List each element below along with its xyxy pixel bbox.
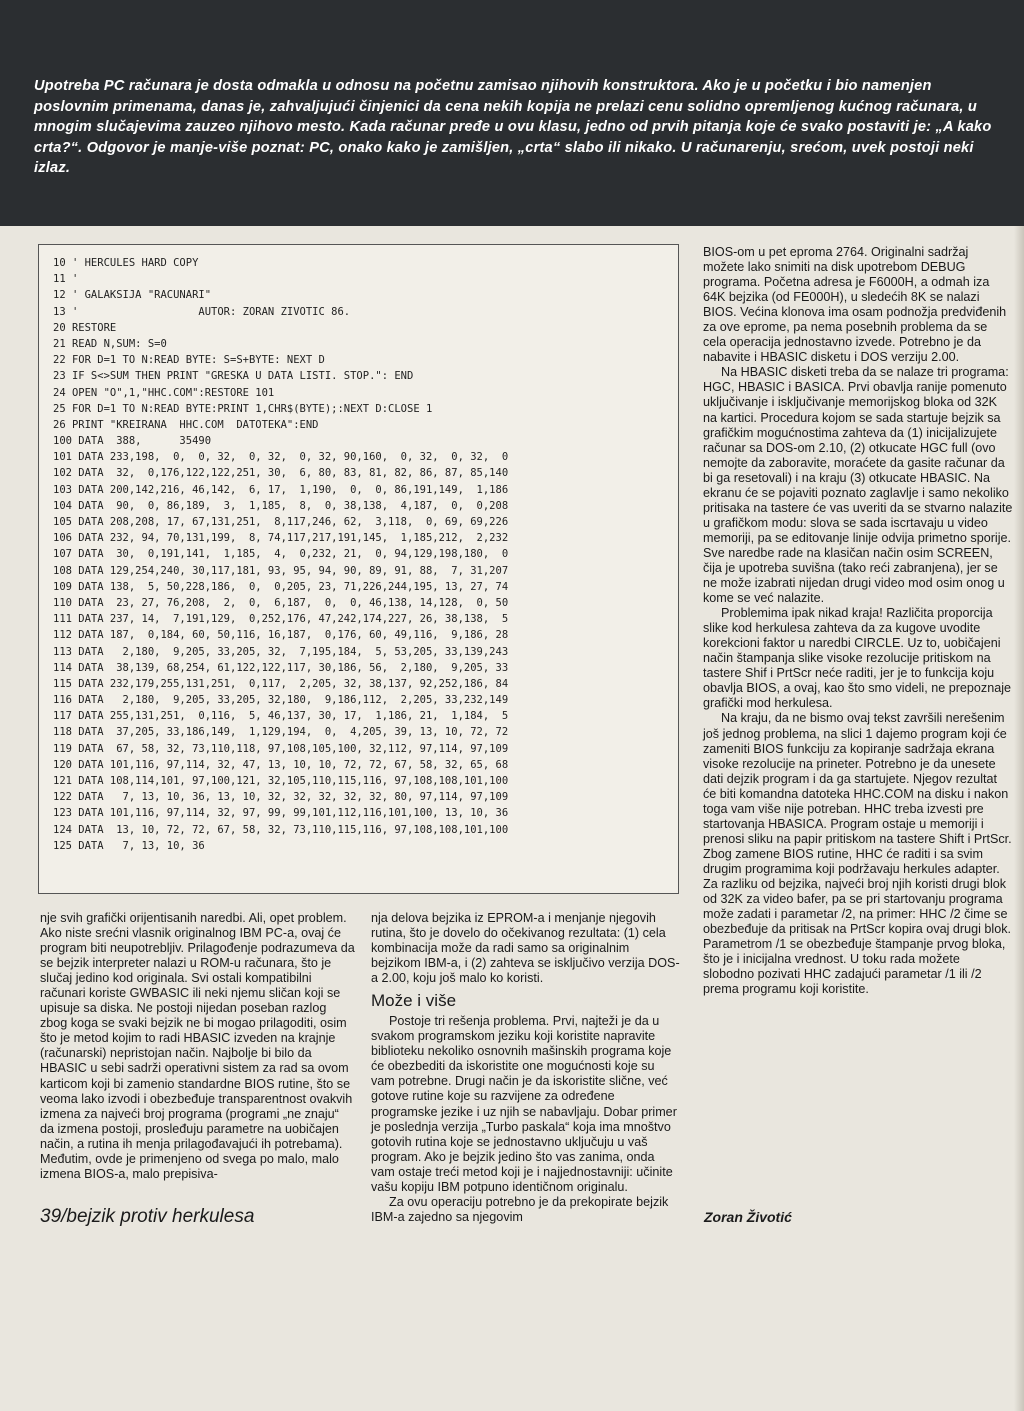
code-line: 11 ' [53,273,79,286]
code-line: 118 DATA 37,205, 33,186,149, 1,129,194, 0, 4,205, 39, 13, 10, 72, 72 [53,726,509,739]
code-line: 125 DATA 7, 13, 10, 36 [53,839,205,852]
code-line: 117 DATA 255,131,251, 0,116, 5, 46,137, 30, 17, 1,186, 21, 1,184, 5 [53,710,509,723]
code-line: 103 DATA 200,142,216, 46,142, 6, 17, 1,190, 0, 0, 86,191,149, 1,186 [53,483,509,496]
code-line: 110 DATA 23, 27, 76,208, 2, 0, 6,187, 0, 0, 46,138, 14,128, 0, 50 [53,596,509,609]
code-line: 109 DATA 138, 5, 50,228,186, 0, 0,205, 23, 71,226,244,195, 13, 27, 74 [53,580,509,593]
code-line: 100 DATA 388, 35490 [53,435,212,448]
code-line: 104 DATA 90, 0, 86,189, 3, 1,185, 8, 0, 38,138, 4,187, 0, 0,208 [53,499,509,512]
code-line: 116 DATA 2,180, 9,205, 33,205, 32,180, 9,186,112, 2,205, 33,232,149 [53,694,509,707]
code-line: 20 RESTORE [53,321,117,334]
code-line: 106 DATA 232, 94, 70,131,199, 8, 74,117,217,191,145, 1,185,212, 2,232 [53,532,509,545]
middle-column [371,911,680,1225]
code-line: 115 DATA 232,179,255,131,251, 0,117, 2,205, 32, 38,137, 92,252,186, 84 [53,677,509,690]
paragraph: Za ovu operaciju potrebno je da prekopirate bejzik IBM-a zajedno sa njegovim [371,1194,669,1224]
left-column [40,911,356,1182]
code-line: 102 DATA 32, 0,176,122,122,251, 30, 6, 80, 83, 81, 82, 86, 87, 85,140 [53,467,509,480]
section-heading: Može i više [371,991,457,1011]
code-line: 21 READ N,SUM: S=0 [53,337,167,350]
code-line: 108 DATA 129,254,240, 30,117,181, 93, 95, 94, 90, 89, 91, 88, 7, 31,207 [53,564,509,577]
code-line: 101 DATA 233,198, 0, 0, 32, 0, 32, 0, 32, 90,160, 0, 32, 0, 32, 0 [53,451,509,464]
code-line: 114 DATA 38,139, 68,254, 61,122,122,117, 30,186, 56, 2,180, 9,205, 33 [53,661,509,674]
code-line: 119 DATA 67, 58, 32, 73,110,118, 97,108,105,100, 32,112, 97,114, 97,109 [53,742,509,755]
paragraph: BIOS-om u pet eproma 2764. Originalni sadržaj možete lako snimiti na disk upotrebom DEBUG programa. Početna adresa je F6000H, a odmah iza 64K bejzika (od FE000H), u sledećih 8K se nalazi BIOS. Većina klonova ima osam podnožja predviđenih za ove eprome, pa nema posebnih problema da se cela operacija jednostavno izvede. Potrebno je da nabavite i HBASIC disketu i DOS verziju 2.00. [703,245,1007,365]
code-line: 124 DATA 13, 10, 72, 72, 67, 58, 32, 73,110,115,116, 97,108,108,101,100 [53,823,509,836]
page-footer: 39/bejzik protiv herkulesa [40,1206,255,1227]
page-edge-shade [1014,226,1024,1411]
paragraph: nje svih grafički orijentisanih naredbi. Ali, opet problem. Ako niste srećni vlasnik originalnog IBM PC-a, ovaj će program biti neupotrebljiv. Prilagođenje podrazumeva da se bejzik interpreter nalazi u ROM-u računara, što je slučaj jedino kod originala. Svi ostali kompatibilni računari koriste GWBASIC ili neki njemu sličan koji se upisuje sa diska. Ne postoji nijedan poseban razlog zbog koga se svaki bejzik ne bi mogao prilagoditi, osim što je metod kojim to radi HBASIC izveden na krajnje (računarski) nepristojan način. Najbolje bi bilo da HBASIC u sebi sadrži operativni sistem za rad sa ovom karticom koji bi zamenio standardne BIOS rutine, što se veoma lako izvodi i obezbeđuje transparentnost ovakvih izmena za najveći broj programa (programi „ne znaju“ da izmena postoji, prosleđuju parametre na uobičajen način, a rutina ih menja prilagođavajući ih potrebama). Međutim, ovde je primenjeno od svega po malo, malo izmena BIOS-a, malo prepisiva- [40,911,355,1181]
author-name: Zoran Životić [704,1209,792,1225]
code-line: 10 ' HERCULES HARD COPY [53,257,199,269]
paragraph: Na HBASIC disketi treba da se nalaze tri programa: HGC, HBASIC i BASICA. Prvi obavlja ranije pomenuto uključivanje i isključivanje memorijskog bloka od 32K na kartici. Procedura kojom se sada startuje bejzik sa grafičkim mogućnostima zahteva da (1) inicijalizujete računar sa DOS-om 2.10, (2) otkucate HGC full (ovo nemojte da zaboravite, moraćete da gasite računar da bi ga resetovali) i na kraju (3) otkucate HBASIC. Na ekranu će se pojaviti poznato zaglavlje i samo nekoliko pritisaka na tastere će vas uveriti da se stvarno nalazite u grafičkom modu: slova se sada iscrtavaju u video memoriji, pa se editovanje linije odvija primetno sporije. Sve naredbe rade na klasičan način osim SCREEN, čija je upotreba suvišna (tako reći zabranjena), jer se ne može izabrati nijedan drugi video mod osim onog u kome se već nalazite. [703,365,1013,606]
code-line: 120 DATA 101,116, 97,114, 32, 47, 13, 10, 10, 72, 72, 67, 58, 32, 65, 68 [53,758,509,771]
basic-listing-box [38,244,679,894]
paragraph: Na kraju, da ne bismo ovaj tekst završili nerešenim još jednog problema, na slici 1 dajemo program koji će zameniti BIOS funkciju za kopiranje sadržaja ekrana visoke rezolucije na prineter. Potrebno je da unesete dati dejzik program i da ga startujete. Njegov rezultat će biti komandna datoteka HHC.COM na disku i nakon toga vam više nije potreban. HHC treba izvesti pre startovanja HBASICA. Program ostaje u memoriji i prenosi sliku na papir pritiskom na tastere Shift i PrtScr. Zbog zamene BIOS rutine, HHC će raditi i sa svim drugim programima koji podržavaju herkules adapter. Za razliku od bejzika, najveći broj njih koristi drugi blok od 32K za video bafer, pa se pri startovanju programa može zadati i parametar /2, na primer: HHC /2 čime se obezbeđuje da pritisak na PrtScr kopira ovaj drugi blok. Parametrom /1 se obezbeđuje štampanje prvog bloka, što je i inicijalna vrednost. U toku rada možete slobodno pozivati HHC zadajući parametar /1 ili /2 prema programu koji koristite. [703,711,1012,997]
code-line: 111 DATA 237, 14, 7,191,129, 0,252,176, 47,242,174,227, 26, 38,138, 5 [53,613,509,626]
code-line: 121 DATA 108,114,101, 97,100,121, 32,105,110,115,116, 97,108,108,101,100 [53,775,509,787]
basic-listing [53,255,508,854]
paragraph: Postoje tri rešenja problema. Prvi, najteži je da u svakom programskom jeziku koji koristite napravite biblioteku nekoliko osnovnih mašinskih programa koje će obezbediti da iskoristite one mogućnosti koje su vam potrebne. Drugi način je da iskoristite slične, već gotove rutine koje su razvijene za određene programske jezike i uz njih se nabavljaju. Dobar primer je poslednja verzija „Turbo paskala“ koja ima mnoštvo gotovih rutina koje se jednostavno uključuju u vaš program. Ako je bejzik jedino što vas zanima, onda vam ostaje treći metod koji je i najjednostavniji: učinite vašu kopiju IBM potpuno identičnom originalu. [371,1014,677,1194]
code-line: 24 OPEN "O",1,"HHC.COM":RESTORE 101 [53,386,275,399]
header-band [0,0,1024,226]
intro-text: Upotreba PC računara je dosta odmakla u odnosu na početnu zamisao njihovih konstruktora. Ako je u početku i bio namenjen poslovnim primenama, danas je, zahvaljujući činjenici da cena nekih kopija ne prelazi cenu solidno opremljenog kućnog računara, u mnogim slučajevima zauzeo njihovo mesto. Kada računar pređe u ovu klasu, jedno od prvih pitanja koje će svako postaviti je: „A kako crta?“. Odgovor je manje-više poznat: PC, onako kako je zamišljen, „crta“ slabo ili nikako. U računarenju, srećom, uvek postoji neki izlaz. [34,78,992,176]
code-line: 23 IF S<>SUM THEN PRINT "GRESKA U DATA LISTI. STOP.": END [53,370,414,383]
code-line: 107 DATA 30, 0,191,141, 1,185, 4, 0,232, 21, 0, 94,129,198,180, 0 [53,548,509,561]
right-column [703,245,1013,997]
paragraph: nja delova bejzika iz EPROM-a i menjanje njegovih rutina, što je dovelo do očekivanog rezultata: (1) cela kombinacija može da radi samo sa originalnim bejzikom IBM-a, i (2) zahteva se isključivo verzija DOS-a 2.00, koju još malo ko koristi. [371,911,680,986]
code-line: 112 DATA 187, 0,184, 60, 50,116, 16,187, 0,176, 60, 49,116, 9,186, 28 [53,629,509,642]
paragraph: Problemima ipak nikad kraja! Različita proporcija slike kod herkulesa zahteva da za kugove uvodite korekcioni faktor u naredbi CIRCLE. Uz to, uobičajeni način štampanja slike visoke rezolucije pritiskom na tastere Shif i PrtScr neće raditi, jer je to funkcija koju obavlja BIOS, a ovaj, kao što smo videli, ne prepoznaje grafički mod herkulesa. [703,606,1012,711]
code-line: 26 PRINT "KREIRANA HHC.COM DATOTEKA":END [53,418,319,431]
code-line: 12 ' GALAKSIJA "RACUNARI" [53,289,212,302]
code-line: 22 FOR D=1 TO N:READ BYTE: S=S+BYTE: NEXT D [53,354,325,367]
code-line: 123 DATA 101,116, 97,114, 32, 97, 99, 99,101,112,116,101,100, 13, 10, 36 [53,807,509,820]
code-line: 13 ' AUTOR: ZORAN ZIVOTIC 86. [53,305,351,318]
code-line: 122 DATA 7, 13, 10, 36, 13, 10, 32, 32, 32, 32, 32, 80, 97,114, 97,109 [53,791,509,804]
code-line: 105 DATA 208,208, 17, 67,131,251, 8,117,246, 62, 3,118, 0, 69, 69,226 [53,516,509,528]
code-line: 25 FOR D=1 TO N:READ BYTE:PRINT 1,CHR$(BYTE);:NEXT D:CLOSE 1 [53,402,433,415]
code-line: 113 DATA 2,180, 9,205, 33,205, 32, 7,195,184, 5, 53,205, 33,139,243 [53,645,509,658]
